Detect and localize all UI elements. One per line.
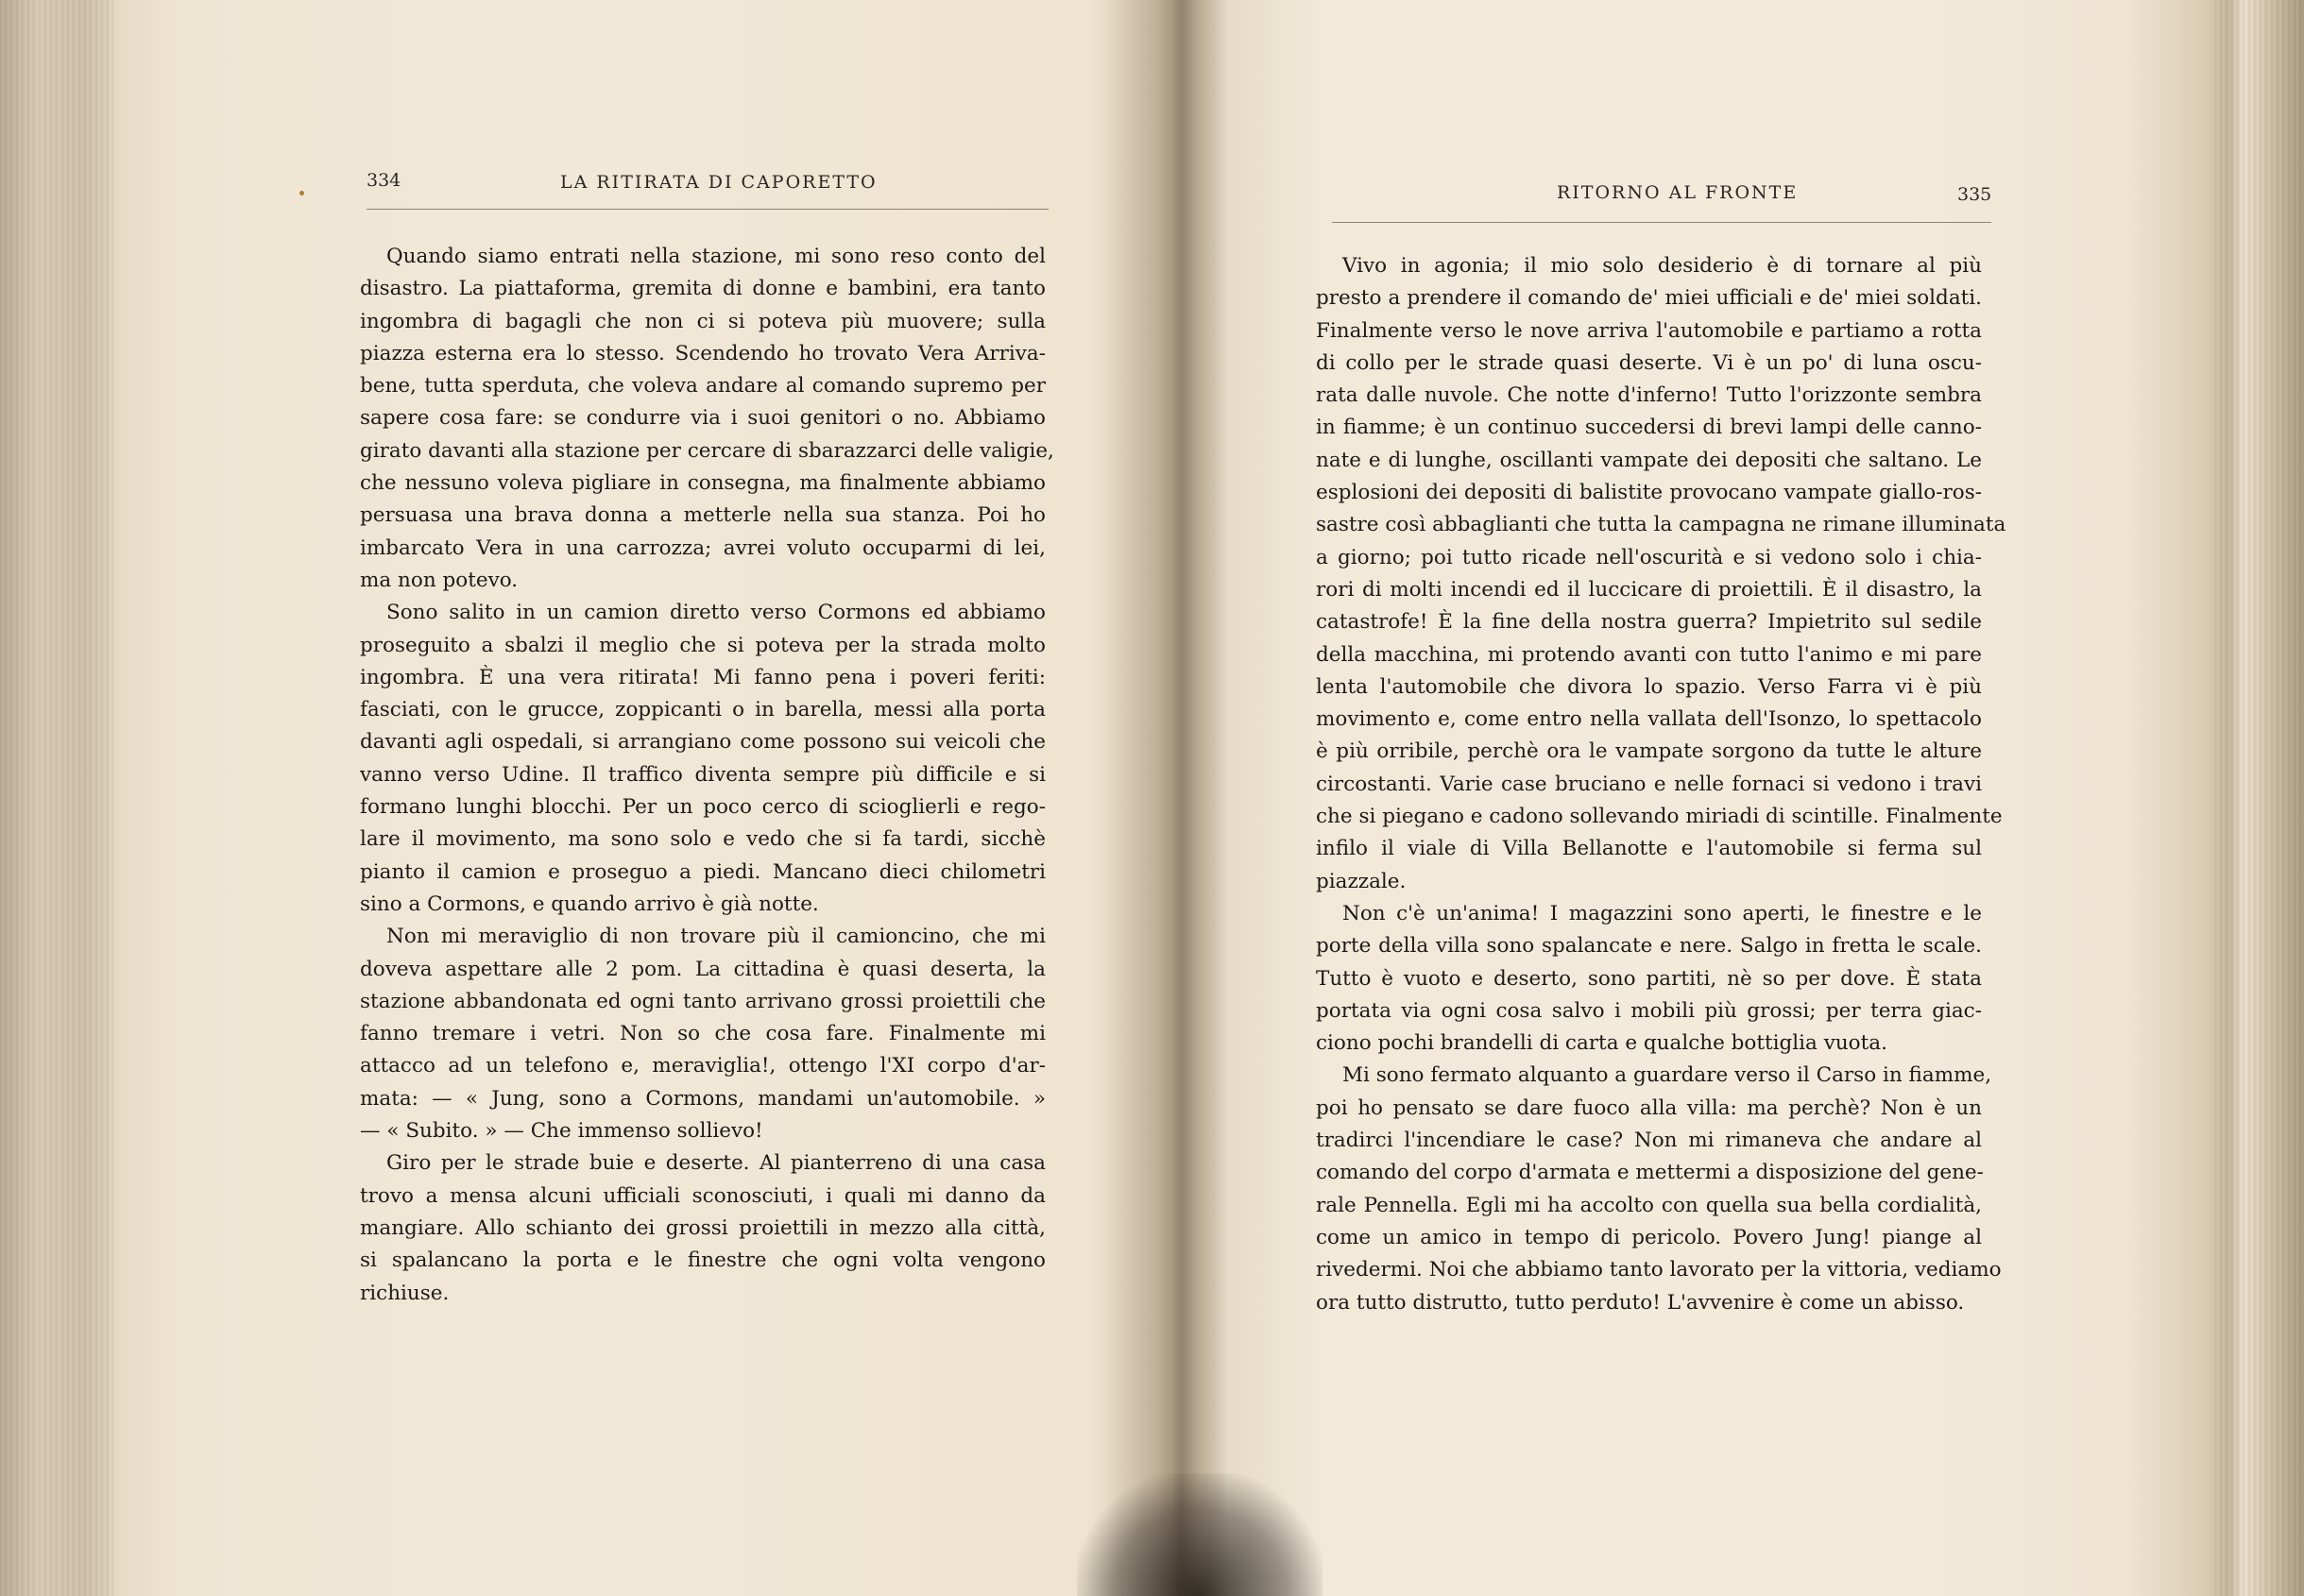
text-line: vanno verso Udine. Il traffico diventa sempre più difficile e si	[360, 762, 1046, 787]
text-line: esplosioni dei depositi di balistite provocano vampate giallo-ros-	[1316, 481, 1982, 505]
head-rule	[1332, 222, 1991, 223]
text-line: proseguito a sbalzi il meglio che si poteva per la strada molto	[360, 633, 1046, 657]
text-line: lenta l'automobile che divora lo spazio. Verso Farra vi è più	[1316, 674, 1982, 699]
text-line: della macchina, mi protendo avanti con tutto l'animo e mi pare	[1316, 642, 1982, 667]
right-page-body	[1316, 250, 2006, 1319]
text-line: ingombra di bagagli che non ci si poteva più muovere; sulla	[360, 309, 1046, 333]
text-line: stazione abbandonata ed ogni tanto arrivano grossi proiettili che	[360, 989, 1046, 1013]
text-line: Tutto è vuoto e deserto, sono partiti, nè so per dove. È stata	[1316, 966, 1982, 991]
text-line: — « Subito. » — Che immenso sollievo!	[360, 1119, 763, 1144]
text-line: girato davanti alla stazione per cercare di sbarazzarci delle valigie,	[360, 438, 1054, 463]
text-line: rale Pennella. Egli mi ha accolto con quella sua bella cordialità,	[1316, 1193, 1982, 1217]
text-line: come un amico in tempo di pericolo. Povero Jung! piange al	[1316, 1225, 1982, 1249]
text-line: piazza esterna era lo stesso. Scendendo ho trovato Vera Arriva-	[360, 341, 1046, 365]
text-line: circostanti. Varie case bruciano e nelle fornaci si vedono i travi	[1316, 772, 1982, 796]
head-rule	[367, 209, 1049, 210]
text-line: ciono pochi brandelli di carta e qualche bottiglia vuota.	[1316, 1031, 1887, 1056]
text-line: sino a Cormons, e quando arrivo è già notte.	[360, 891, 819, 916]
text-line: disastro. La piattaforma, gremita di donne e bambini, era tanto	[360, 277, 1046, 301]
text-line: rori di molti incendi ed il luccicare di proiettili. È il disastro, la	[1316, 577, 1982, 602]
text-line: porte della villa sono spalancate e nere. Salgo in fretta le scale.	[1316, 934, 1982, 959]
text-line: nate e di lunghe, oscillanti vampate dei depositi che saltano. Le	[1316, 448, 1982, 472]
ink-speck	[299, 191, 304, 195]
text-line: mangiare. Allo schianto dei grossi proiettili in mezzo alla città,	[360, 1215, 1046, 1240]
text-line: piazzale.	[1316, 869, 1407, 893]
text-line: a giorno; poi tutto ricade nell'oscurità e si vedono solo i chia-	[1316, 545, 1982, 569]
left-page-edges	[0, 0, 113, 1596]
text-line: portata via ogni cosa salvo i mobili più grossi; per terra giac-	[1316, 998, 1982, 1023]
text-line: ma non potevo.	[360, 568, 519, 592]
text-line: Non mi meraviglio di non trovare più il camioncino, che mi	[386, 925, 1046, 949]
text-line: pianto il camion e proseguo a piedi. Mancano dieci chilometri	[360, 859, 1046, 884]
book-gutter	[1105, 0, 1228, 1596]
running-head: LA RITIRATA DI CAPORETTO	[560, 172, 878, 193]
text-line: movimento e, come entro nella vallata dell'Isonzo, lo spettacolo	[1316, 707, 1982, 732]
text-line: imbarcato Vera in una carrozza; avrei voluto occuparmi di lei,	[360, 535, 1046, 560]
text-line: Mi sono fermato alquanto a guardare verso il Carso in fiamme,	[1342, 1063, 1992, 1088]
running-head: RITORNO AL FRONTE	[1557, 182, 1799, 203]
text-line: rivedermi. Noi che abbiamo tanto lavorato per la vittoria, vediamo	[1316, 1258, 2002, 1282]
text-line: che nessuno voleva pigliare in consegna, ma finalmente abbiamo	[360, 471, 1046, 496]
text-line: tradirci l'incendiare le case? Non mi rimaneva che andare al	[1316, 1129, 1982, 1153]
text-line: doveva aspettare alle 2 pom. La cittadina è quasi deserta, la	[360, 957, 1046, 981]
left-page-body	[360, 241, 1054, 1310]
page-number: 335	[1957, 184, 1992, 205]
text-line: Vivo in agonia; il mio solo desiderio è di tornare al più	[1342, 254, 1982, 278]
text-line: richiuse.	[360, 1281, 450, 1305]
text-line: catastrofe! È la fine della nostra guerra? Impietrito sul sedile	[1316, 610, 1982, 635]
text-line: persuasa una brava donna a metterle nella sua stanza. Poi ho	[360, 503, 1046, 528]
text-line: Finalmente verso le nove arriva l'automobile e partiamo a rotta	[1316, 318, 1982, 343]
text-line: Giro per le strade buie e deserte. Al pianterreno di una casa	[386, 1151, 1046, 1176]
text-line: Quando siamo entrati nella stazione, mi sono reso conto del	[386, 245, 1046, 268]
text-line: infilo il viale di Villa Bellanotte e l'automobile si ferma sul	[1316, 837, 1982, 861]
text-line: di collo per le strade quasi deserte. Vi è un po' di luna oscu-	[1316, 350, 1982, 375]
text-line: è più orribile, perchè ora le vampate sorgono da tutte le alture	[1316, 739, 1982, 764]
text-line: che si piegano e cadono sollevando miriadi di scintille. Finalmente	[1316, 805, 2003, 829]
text-line: presto a prendere il comando de' miei ufficiali e de' miei soldati.	[1316, 286, 1982, 311]
text-line: ingombra. È una vera ritirata! Mi fanno pena i poveri feriti:	[360, 665, 1046, 689]
text-line: Sono salito in un camion diretto verso Cormons ed abbiamo	[386, 601, 1046, 625]
text-line: attacco ad un telefono e, meraviglia!, ottengo l'XI corpo d'ar-	[360, 1054, 1046, 1078]
text-line: in fiamme; è un continuo succedersi di brevi lampi delle canno-	[1316, 416, 1982, 440]
text-line: mata: — « Jung, sono a Cormons, mandami un'automobile. »	[360, 1086, 1046, 1111]
text-line: rata dalle nuvole. Che notte d'inferno! Tutto l'orizzonte sembra	[1316, 383, 1982, 408]
text-line: Non c'è un'anima! I magazzini sono aperti, le finestre e le	[1342, 901, 1982, 925]
text-line: sapere cosa fare: se condurre via i suoi genitori o no. Abbiamo	[360, 406, 1046, 431]
text-line: fanno tremare i vetri. Non so che cosa fare. Finalmente mi	[360, 1022, 1046, 1046]
text-line: fasciati, con le grucce, zoppicanti o in barella, messi alla porta	[360, 698, 1046, 722]
text-line: sastre così abbaglianti che tutta la campagna ne rimane illuminata	[1316, 513, 2006, 537]
text-line: bene, tutta sperduta, che voleva andare al comando supremo per	[360, 374, 1046, 399]
text-line: formano lunghi blocchi. Per un poco cerco di scioglierli e rego-	[360, 795, 1046, 820]
text-line: poi ho pensato se dare fuoco alla villa: ma perchè? Non è un	[1316, 1095, 1982, 1120]
text-line: ora tutto distrutto, tutto perduto! L'avvenire è come un abisso.	[1316, 1290, 1965, 1315]
text-line: davanti agli ospedali, si arrangiano come possono sui veicoli che	[360, 730, 1046, 755]
text-line: comando del corpo d'armata e mettermi a disposizione del gene-	[1316, 1161, 1984, 1185]
page-number: 334	[367, 170, 401, 191]
text-line: lare il movimento, ma sono solo e vedo che si fa tardi, sicchè	[360, 827, 1046, 852]
text-line: trovo a mensa alcuni ufficiali sconosciuti, i quali mi danno da	[360, 1183, 1046, 1208]
right-page-edges	[2215, 0, 2304, 1596]
text-line: si spalancano la porta e le finestre che ogni volta vengono	[360, 1248, 1046, 1273]
binding-shadow	[1077, 1473, 1323, 1596]
